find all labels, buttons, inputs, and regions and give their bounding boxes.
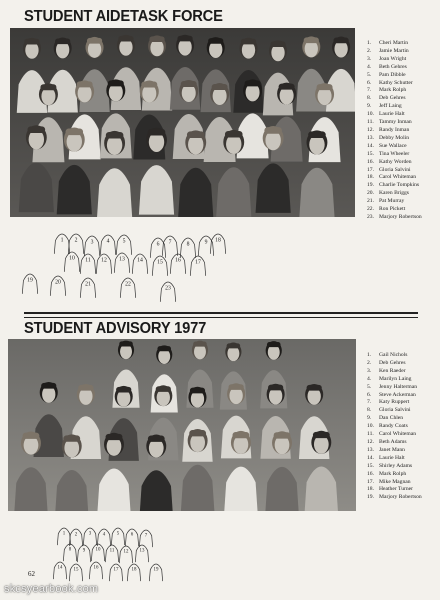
name-list-item (367, 151, 422, 159)
key-number: 15 (73, 567, 79, 573)
name-list-name: Gail Nichols (379, 352, 408, 358)
key-figure (105, 545, 118, 562)
name-list-number: 15. (367, 462, 374, 469)
key-figure (132, 254, 147, 274)
name-list-name: Katy Ruppert (379, 399, 410, 406)
key-figure (150, 238, 165, 258)
key-number: 5 (122, 238, 126, 245)
key-figure (64, 252, 79, 272)
key-number: 17 (195, 259, 201, 266)
key-figure (127, 564, 140, 581)
name-list-item (367, 431, 422, 439)
key-figure (114, 253, 129, 273)
key-number: 1 (62, 531, 66, 537)
name-list-number: 11. (367, 431, 374, 438)
key-figure (149, 564, 162, 581)
key-figure (68, 234, 83, 254)
name-list-number: 17. (367, 166, 374, 173)
name-list-name: Ron Pickett (379, 206, 406, 213)
name-list-item (367, 463, 422, 471)
name-list-item (367, 56, 422, 64)
name-list-name: Gloria Salvini (379, 166, 411, 173)
name-list-item (367, 439, 422, 447)
section-title-student-advisory: STUDENT ADVISORY 1977 (24, 320, 207, 337)
name-list-number: 4. (367, 63, 372, 70)
name-list-name: Deb Gehres (379, 95, 406, 102)
name-list-item (367, 159, 422, 167)
name-list-number: 8. (367, 95, 372, 102)
name-list-item (367, 423, 422, 431)
key-number: 7 (168, 239, 172, 246)
key-number: 22 (125, 281, 131, 288)
name-list-number: 3. (367, 367, 372, 374)
key-figure (69, 529, 82, 546)
name-list-number: 18. (367, 486, 374, 493)
name-list-name: Randy Inman (379, 126, 410, 133)
key-number: 12 (123, 549, 129, 555)
name-list-number: 14. (367, 454, 374, 461)
key-figure (57, 528, 70, 545)
name-list-number: 6. (367, 391, 372, 398)
name-list-item (367, 206, 422, 214)
name-list-item (367, 352, 422, 360)
key-number: 13 (139, 548, 145, 554)
name-list-name: Deb Gehres (379, 359, 406, 366)
key-figure (83, 528, 96, 545)
name-list-name: Tina Wheeler (379, 150, 410, 157)
name-list-name: Pam Dibble (379, 71, 406, 78)
key-number: 17 (113, 567, 119, 573)
name-list-number: 7. (367, 87, 372, 94)
key-number: 21 (85, 281, 91, 288)
key-figure (89, 562, 102, 579)
photo-student-advisory-image (8, 339, 356, 511)
key-figure (96, 254, 111, 274)
key-figure (54, 234, 69, 254)
identification-key-student-advisory (46, 520, 176, 588)
name-list-item (367, 103, 422, 111)
key-figure (80, 278, 95, 298)
key-number: 8 (186, 241, 190, 248)
key-number: 1 (60, 237, 64, 244)
name-list-item (367, 135, 422, 143)
key-figure (63, 544, 76, 561)
name-list-item (367, 399, 422, 407)
name-list-name: Laurie Halt (379, 111, 405, 118)
name-list-name: Mike Magnan (379, 478, 411, 485)
key-number: 11 (109, 548, 115, 554)
name-list-aide-task-force (367, 40, 422, 222)
name-list-name: Cheri Martin (379, 40, 409, 46)
name-list-item (367, 447, 422, 455)
name-list-number: 20. (367, 190, 374, 197)
key-number: 2 (74, 532, 78, 538)
watermark: skcsyearbook.com (4, 583, 99, 595)
name-list-number: 4. (367, 375, 372, 382)
key-figure (50, 276, 65, 296)
name-list-name: Karen Briggs (379, 190, 409, 197)
key-number: 11 (85, 257, 91, 264)
key-number: 20 (55, 279, 61, 286)
name-list-item (367, 479, 422, 487)
key-number: 10 (69, 255, 75, 262)
section-title-aide-task-force: STUDENT AIDETASK FORCE (24, 8, 223, 25)
name-list-number: 5. (367, 71, 372, 78)
name-list-name: Ken Raeder (379, 367, 406, 374)
name-list-name: Mark Rolph (379, 470, 407, 477)
name-list-number: 11. (367, 119, 374, 126)
name-list-number: 10. (367, 423, 374, 430)
key-figure (22, 274, 37, 294)
name-list-name: Heather Turner (379, 486, 414, 493)
key-figure (97, 529, 110, 546)
name-list-name: Jenny Halterman (379, 383, 418, 390)
name-list-number: 3. (367, 55, 372, 62)
name-list-name: Marilyn Laing (379, 375, 412, 382)
name-list-name: Sue Wallace (379, 142, 407, 149)
group-photo-student-advisory (8, 339, 356, 511)
name-list-item (367, 127, 422, 135)
name-list-number: 14. (367, 142, 374, 149)
name-list-item (367, 87, 422, 95)
name-list-name: Tammy Inman (379, 119, 412, 126)
name-list-item (367, 471, 422, 479)
name-list-student-advisory (367, 352, 422, 502)
identification-key-aide-task-force (18, 226, 228, 306)
key-figure (139, 530, 152, 547)
name-list-item (367, 368, 422, 376)
section-divider-bottom (24, 317, 418, 318)
name-list-number: 19. (367, 494, 374, 501)
key-figure (111, 528, 124, 545)
name-list-name: Jeff Laing (379, 103, 402, 110)
key-figure (170, 254, 185, 274)
name-list-item (367, 111, 422, 119)
name-list-item (367, 190, 422, 198)
name-list-name: Janet Mann (379, 446, 405, 453)
name-list-number: 9. (367, 103, 372, 110)
key-number: 2 (74, 237, 78, 244)
key-number: 14 (57, 565, 63, 571)
key-figure (116, 235, 131, 255)
name-list-name: Dan Chlen (379, 415, 404, 422)
name-list-item (367, 384, 422, 392)
name-list-name: Beth Gehres (379, 63, 407, 70)
name-list-number: 16. (367, 470, 374, 477)
name-list-number: 9. (367, 415, 372, 422)
name-list-item (367, 360, 422, 368)
name-list-name: Carol Whiteman (379, 431, 417, 438)
name-list-name: Shirley Adams (379, 462, 413, 469)
key-figure (190, 256, 205, 276)
key-number: 9 (82, 548, 86, 554)
key-figure (80, 254, 95, 274)
name-list-number: 12. (367, 126, 374, 133)
name-list-number: 18. (367, 174, 374, 181)
name-list-name: Gloria Salvini (379, 407, 411, 414)
name-list-item (367, 392, 422, 400)
name-list-number: 6. (367, 79, 372, 86)
key-figure (152, 256, 167, 276)
name-list-number: 16. (367, 158, 374, 165)
key-figure (53, 562, 66, 579)
name-list-number: 10. (367, 111, 374, 118)
key-number: 8 (68, 547, 72, 553)
name-list-item (367, 174, 422, 182)
name-list-number: 1. (367, 40, 372, 46)
key-number: 9 (204, 239, 208, 246)
key-number: 19 (153, 567, 159, 573)
name-list-number: 15. (367, 150, 374, 157)
name-list-item (367, 198, 422, 206)
name-list-item (367, 376, 422, 384)
key-figure (77, 545, 90, 562)
key-number: 14 (137, 257, 143, 264)
name-list-name: Joan Wright (379, 55, 407, 62)
key-number: 16 (175, 257, 181, 264)
key-figure (69, 564, 82, 581)
page-number: 62 (28, 570, 35, 578)
key-number: 6 (130, 532, 134, 538)
key-figure (119, 546, 132, 563)
name-list-number: 22. (367, 206, 374, 213)
name-list-number: 2. (367, 47, 372, 54)
key-number: 3 (88, 531, 92, 537)
key-number: 4 (102, 532, 106, 538)
key-number: 4 (106, 238, 110, 245)
key-number: 5 (116, 531, 120, 537)
name-list-number: 13. (367, 134, 374, 141)
name-list-item (367, 182, 422, 190)
key-figure (84, 236, 99, 256)
name-list-item (367, 48, 422, 56)
name-list-item (367, 143, 422, 151)
name-list-item (367, 407, 422, 415)
key-number: 18 (131, 567, 137, 573)
name-list-name: Laurie Halt (379, 454, 405, 461)
name-list-item (367, 455, 422, 463)
key-figure (109, 564, 122, 581)
name-list-number: 13. (367, 446, 374, 453)
name-list-number: 8. (367, 407, 372, 414)
key-figure (120, 278, 135, 298)
name-list-name: Randy Coats (379, 423, 408, 430)
name-list-item (367, 64, 422, 72)
name-list-item (367, 494, 422, 502)
name-list-number: 2. (367, 359, 372, 366)
name-list-name: Marjory Robertson (379, 494, 422, 501)
name-list-name: Beth Adams (379, 438, 407, 445)
name-list-number: 23. (367, 213, 374, 220)
key-number: 23 (165, 285, 171, 292)
key-number: 19 (27, 277, 33, 284)
name-list-item (367, 214, 422, 222)
key-figure (91, 544, 104, 561)
key-figure (100, 235, 115, 255)
group-photo-aide-task-force (10, 28, 355, 217)
name-list-name: Debby Molin (379, 134, 409, 141)
key-number: 6 (156, 241, 160, 248)
key-number: 13 (119, 256, 125, 263)
key-figure (125, 529, 138, 546)
name-list-number: 12. (367, 438, 374, 445)
name-list-item (367, 80, 422, 88)
key-number: 15 (157, 259, 163, 266)
photo-aide-task-force-image (10, 28, 355, 217)
name-list-name: Kathy Worden (379, 158, 412, 165)
key-number: 7 (144, 533, 148, 539)
name-list-item (367, 40, 422, 48)
key-figure (180, 238, 195, 258)
name-list-item (367, 486, 422, 494)
name-list-name: Jamie Martin (379, 47, 409, 54)
name-list-name: Mark Rolph (379, 87, 407, 94)
name-list-number: 7. (367, 399, 372, 406)
key-figure (198, 236, 213, 256)
name-list-number: 17. (367, 478, 374, 485)
name-list-name: Marjory Robertson (379, 213, 422, 220)
key-figure (135, 545, 148, 562)
name-list-name: Charlie Tompkins (379, 182, 420, 189)
name-list-name: Kathy Schutter (379, 79, 413, 86)
key-figure (160, 282, 175, 302)
key-number: 16 (93, 565, 99, 571)
name-list-name: Pat Murray (379, 198, 405, 205)
name-list-item (367, 415, 422, 423)
name-list-number: 5. (367, 383, 372, 390)
section-divider-top (24, 312, 418, 314)
key-number: 3 (90, 239, 94, 246)
name-list-item (367, 72, 422, 80)
key-number: 18 (215, 237, 221, 244)
name-list-item (367, 167, 422, 175)
name-list-name: Carol Whiteman (379, 174, 417, 181)
name-list-name: Steve Ackerman (379, 391, 416, 398)
key-number: 10 (95, 547, 101, 553)
name-list-number: 21. (367, 198, 374, 205)
name-list-number: 19. (367, 182, 374, 189)
key-number: 12 (101, 257, 107, 264)
name-list-item (367, 119, 422, 127)
name-list-number: 1. (367, 352, 372, 358)
